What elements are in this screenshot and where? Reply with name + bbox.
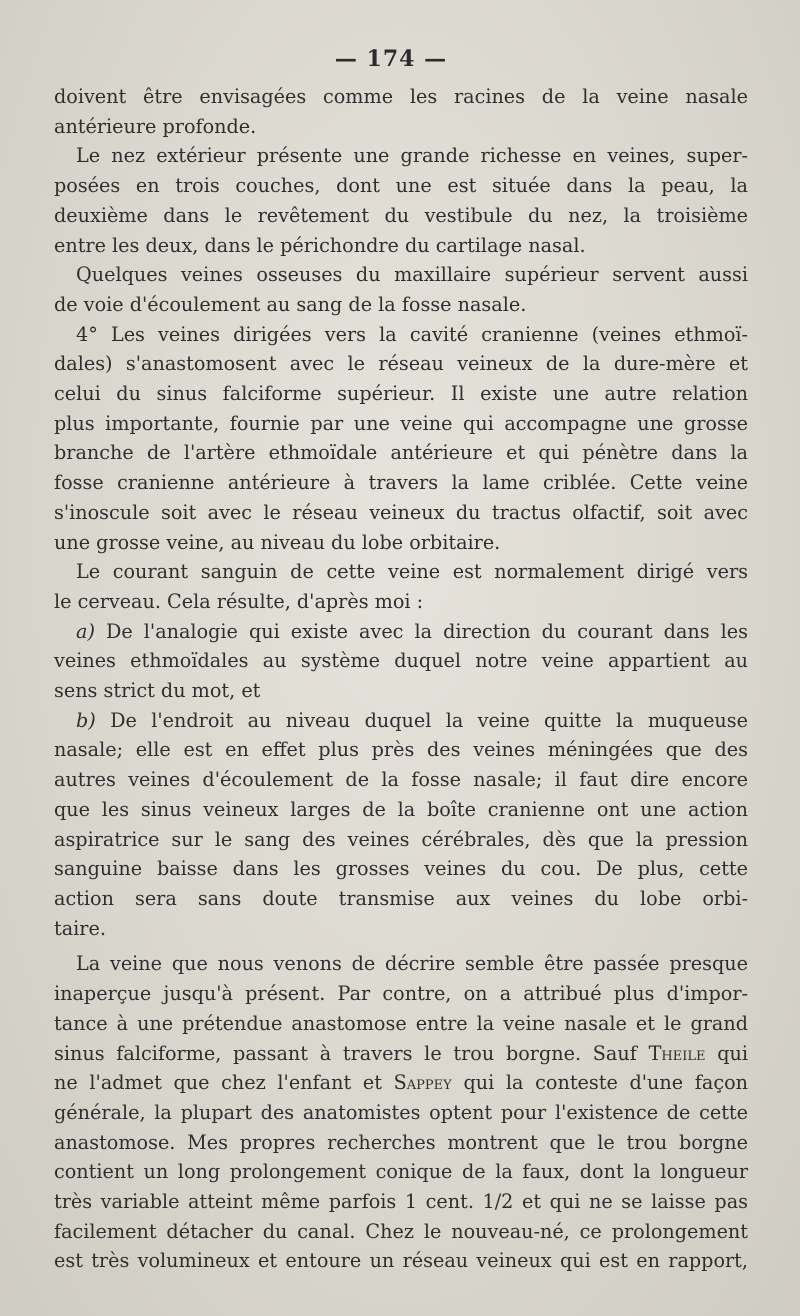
- paragraph: [54, 320, 748, 558]
- text-line: branche de l'artère ethmoïdale antérieure et qui pénètre dans la: [54, 441, 748, 465]
- list-marker: b): [76, 708, 96, 732]
- text-line: [54, 617, 748, 647]
- paragraph: [54, 82, 748, 141]
- text-line: contient un long prolongement conique de la faux, dont la longueur: [54, 1160, 748, 1184]
- text-run: qui: [717, 1041, 748, 1065]
- text-line: le cerveau. Cela résulte, d'après moi :: [54, 589, 424, 613]
- text-line: de voie d'écoulement au sang de la fosse nasale.: [54, 292, 527, 316]
- text-line: que les sinus veineux larges de la boîte cranienne ont une action: [54, 797, 748, 821]
- text-line: La veine que nous venons de décrire semble être passée presque: [76, 952, 748, 976]
- text-line: celui du sinus falciforme supérieur. Il existe une autre relation: [54, 382, 748, 406]
- text-line: sens strict du mot, et: [54, 679, 261, 703]
- text-line: aspiratrice sur le sang des veines cérébrales, dès que la pression: [54, 827, 748, 851]
- text-line: [54, 1068, 748, 1098]
- text-line: une grosse veine, au niveau du lobe orbitaire.: [54, 530, 501, 554]
- text-line: Le nez extérieur présente une grande richesse en veines, super-: [76, 144, 748, 168]
- text-line: autres veines d'écoulement de la fosse nasale; il faut dire encore: [54, 768, 748, 792]
- text-line: posées en trois couches, dont une est située dans la peau, la: [54, 174, 748, 198]
- text-line: tance à une prétendue anastomose entre la veine nasale et le grand: [54, 1011, 748, 1035]
- text-line: facilement détacher du canal. Chez le nouveau-né, ce prolongement: [54, 1219, 748, 1243]
- paragraph: [54, 141, 748, 260]
- text-line: inaperçue jusqu'à présent. Par contre, on a attribué plus d'impor-: [54, 982, 748, 1006]
- text-line: Quelques veines osseuses du maxillaire supérieur servent aussi: [76, 263, 748, 287]
- text-line: Le courant sanguin de cette veine est normalement dirigé vers: [76, 560, 748, 584]
- list-item: [54, 706, 748, 944]
- text-line: sanguine baisse dans les grosses veines du cou. De plus, cette: [54, 857, 748, 881]
- text-line: veines ethmoïdales au système duquel notre veine appartient au: [54, 649, 748, 673]
- text-line: très variable atteint même parfois 1 cent. 1/2 et qui ne se laisse pas: [54, 1190, 748, 1214]
- text-line: taire.: [54, 916, 106, 940]
- list-item: [54, 617, 748, 706]
- text-line: action sera sans doute transmise aux veines du lobe orbi-: [54, 886, 748, 910]
- list-marker: a): [76, 619, 95, 643]
- paragraph: [54, 949, 748, 1276]
- text-line: anastomose. Mes propres recherches montrent que le trou borgne: [54, 1130, 748, 1154]
- text-line: doivent être envisagées comme les racines de la veine nasale: [54, 85, 748, 108]
- text-line: dales) s'anastomosent avec le réseau veineux de la dure-mère et: [54, 352, 748, 376]
- text-line: s'inoscule soit avec le réseau veineux du tractus olfactif, soit avec: [54, 500, 748, 524]
- author-name: Theile: [648, 1041, 706, 1065]
- text-run: qui la conteste d'une façon: [463, 1071, 749, 1095]
- text-run: De l'analogie qui existe avec la direction du courant dans les: [106, 619, 748, 643]
- text-line: deuxième dans le revêtement du vestibule du nez, la troisième: [54, 203, 748, 227]
- text-line: 4° Les veines dirigées vers la cavité cranienne (veines ethmoï-: [76, 322, 748, 346]
- page-number: — 174 —: [334, 46, 448, 72]
- paragraph: [54, 557, 748, 616]
- text-line: est très volumineux et entoure un réseau veineux qui est en rapport,: [54, 1249, 748, 1273]
- text-line: fosse cranienne antérieure à travers la lame criblée. Cette veine: [54, 471, 748, 495]
- text-run: sinus falciforme, passant à travers le trou borgne. Sauf: [54, 1041, 637, 1065]
- paragraph: [54, 260, 748, 319]
- author-name: Sappey: [393, 1071, 452, 1095]
- text-line: [54, 706, 748, 736]
- text-line: plus importante, fournie par une veine qui accompagne une grosse: [54, 411, 748, 435]
- text-line: entre les deux, dans le périchondre du cartilage nasal.: [54, 233, 586, 257]
- text-line: nasale; elle est en effet plus près des veines méningées que des: [54, 738, 748, 762]
- text-run: ne l'admet que chez l'enfant et: [54, 1071, 382, 1095]
- text-line: générale, la plupart des anatomistes optent pour l'existence de cette: [54, 1100, 748, 1124]
- text-run: De l'endroit au niveau duquel la veine quitte la muqueuse: [110, 708, 748, 732]
- text-line: [54, 1039, 748, 1069]
- text-line: antérieure profonde.: [54, 114, 257, 138]
